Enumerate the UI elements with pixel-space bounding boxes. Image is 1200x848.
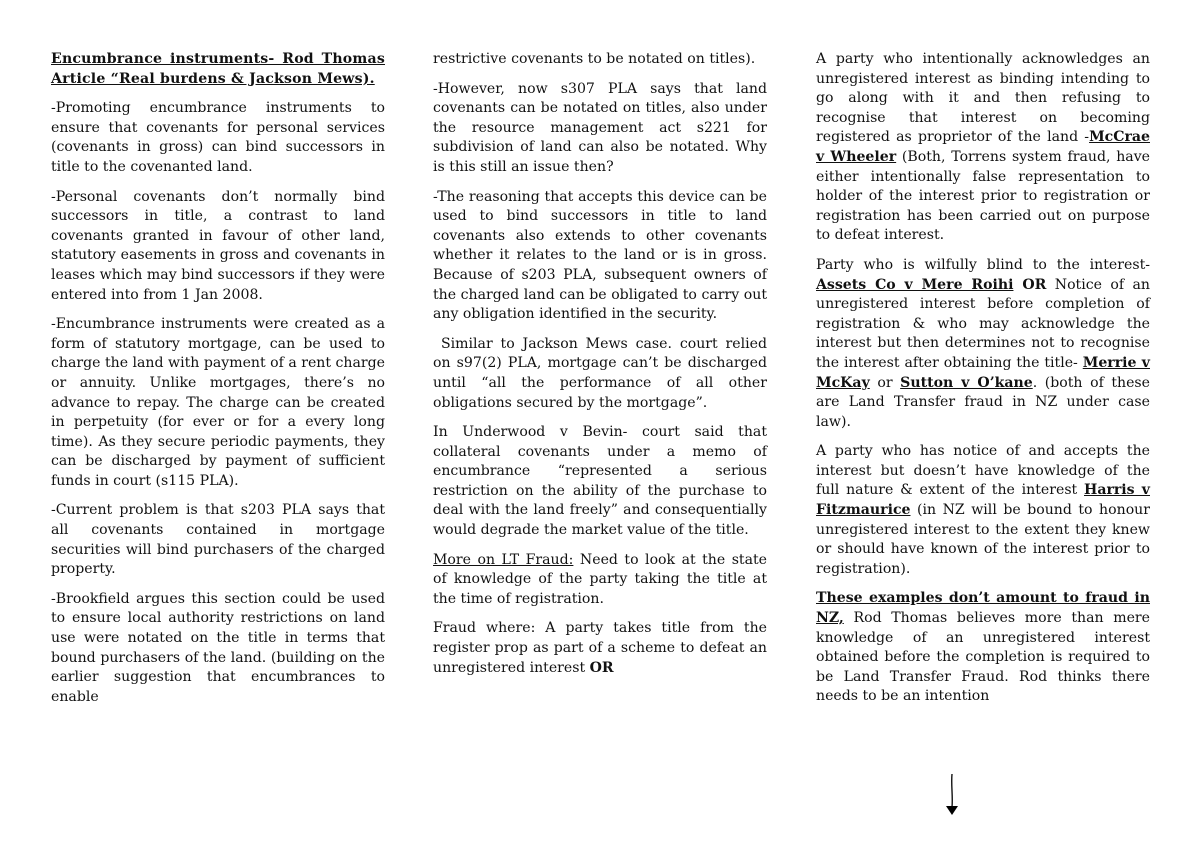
inline-heading: More on LT Fraud: xyxy=(433,551,574,568)
paragraph: These examples don’t amount to fraud in NZ, Rod Thomas believes more than mere knowledge of an unregistered interest obtained before the completion is required to be Land Transfer Fraud. Rod thinks there needs to be an intention xyxy=(816,590,1150,705)
paragraph: In Underwood v Bevin- court said that collateral covenants under a memo of encumbrance “represented a serious restriction on the ability of the purchase to deal with the land freely” and consequentially would degrade the market value of the title. xyxy=(433,424,767,539)
case-name: Harris v Fitzmaurice xyxy=(816,482,1150,519)
paragraph: More on LT Fraud: Need to look at the state of knowledge of the party taking the title at the time of registration. xyxy=(433,551,767,607)
paragraph: -Personal covenants don’t normally bind successors in title, a contrast to land covenants granted in favour of other land, statutory easements in gross and covenants in leases which may bind successors if they were entered into from 1 Jan 2008. xyxy=(51,188,385,303)
paragraph: Fraud where: A party takes title from the register prop as part of a scheme to defeat an unregistered interest OR xyxy=(433,620,767,676)
or-keyword: OR xyxy=(1013,276,1047,293)
or-keyword: OR xyxy=(589,659,614,676)
paragraph: -The reasoning that accepts this device can be used to bind successors in title to land covenants also extends to other covenants whether it relates to the land or is in gross. Because of s203 PLA, subsequent owners of the charged land can be obligated to carry out any obligation identified in the security. xyxy=(433,188,767,323)
paragraph: Similar to Jackson Mews case. court relied on s97(2) PLA, mortgage can’t be discharged until “all the performance of all other obligations secured by the mortgage”. xyxy=(433,335,767,411)
paragraph: -Promoting encumbrance instruments to ensure that covenants for personal services (covenants in gross) can bind successors in title to the covenanted land. xyxy=(51,100,385,175)
case-name: Sutton v O’kane xyxy=(900,374,1033,391)
paragraph: A party who has notice of and accepts the interest but doesn’t have knowledge of the full nature & extent of the interest Harris v Fitzmaurice (in NZ will be bound to honour unregistered interest to the extent they knew or should have known of the interest prior to registration). xyxy=(816,443,1150,577)
column-middle xyxy=(433,50,767,678)
inline-heading: These examples don’t amount to fraud in NZ, xyxy=(816,590,1150,627)
paragraph: Party who is wilfully blind to the interest- Assets Co v Mere Roihi OR Notice of an unregistered interest before completion of registration & who may acknowledge the interest but then determines not to recognise the interest after obtaining the title- Merrie v McKay or Sutton v O’kane. (both of these are Land Transfer fraud in NZ under case law). xyxy=(816,256,1151,430)
paragraph: A party who intentionally acknowledges an unregistered interest as binding intending to go along with it and then refusing to recognise that interest on becoming registered as proprietor of the land -McCrae v Wheeler (Both, Torrens system fraud, have either intentionally false representation to holder of the interest prior to registration or registration has been carried out on purpose to defeat interest. xyxy=(816,51,1151,244)
case-name: McCrae v Wheeler xyxy=(816,129,1150,165)
down-arrow-icon xyxy=(942,773,962,817)
paragraph: -Current problem is that s203 PLA says that all covenants contained in mortgage securities will bind purchasers of the charged property. xyxy=(51,502,385,578)
case-name: Assets Co v Mere Roihi xyxy=(816,276,1014,293)
paragraph: -Encumbrance instruments were created as a form of statutory mortgage, can be used to charge the land with payment of a rent charge or annuity. Unlike mortgages, there’s no advance to repay. The charge can be created in perpetuity (for ever or for a every long time). As they secure periodic payments, they can be discharged by payment of sufficient funds in court (s115 PLA). xyxy=(51,316,385,489)
paragraph: -However, now s307 PLA says that land covenants can be notated on titles, also under the resource management act s221 for subdivision of land can also be notated. Why is this still an issue then? xyxy=(433,80,767,175)
section-heading: Encumbrance instruments- Rod Thomas Article “Real burdens & Jackson Mews). xyxy=(51,51,385,87)
paragraph: restrictive covenants to be notated on titles). xyxy=(433,51,756,67)
case-name: Merrie v McKay xyxy=(816,354,1150,391)
paragraph: -Brookfield argues this section could be used to ensure local authority restrictions on land use were notated on the title in terms that bound purchasers of the land. (building on the earlier suggestion that encumbrances to enable xyxy=(51,590,385,705)
column-right xyxy=(816,50,1150,707)
column-left xyxy=(51,50,385,707)
